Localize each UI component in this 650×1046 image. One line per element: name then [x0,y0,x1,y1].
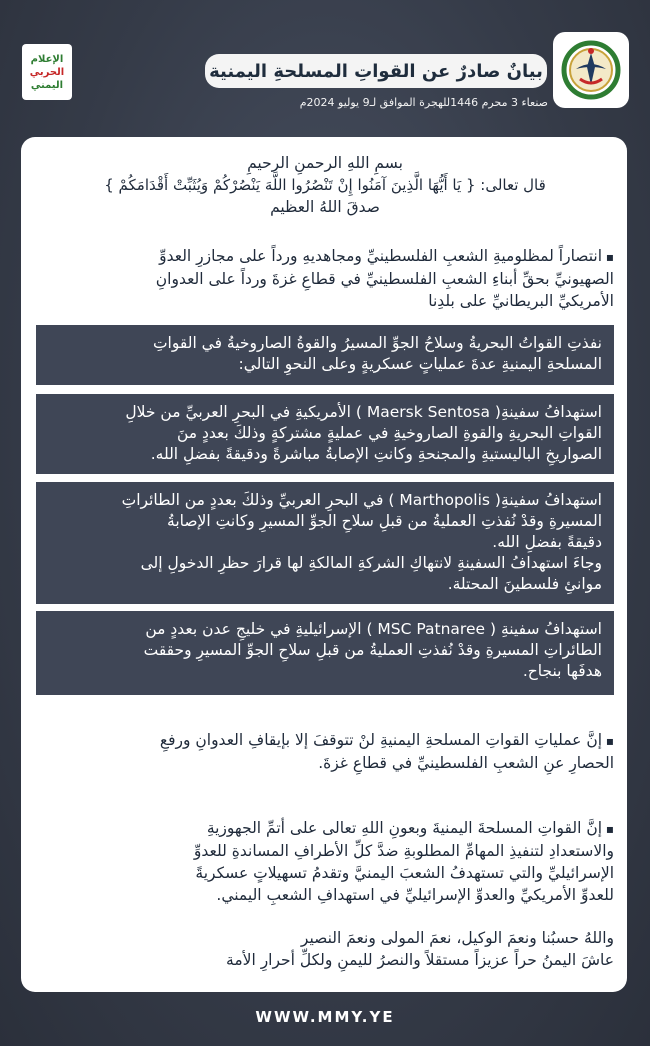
website-url: WWW.MMY.YE [255,1008,395,1026]
band-maersk-sentosa [36,394,614,474]
band-operations-intro [36,325,614,385]
paragraph-intro-line-1: ▪ انتصاراً لمظلوميةِ الشعبِ الفلسطينيِّ ومجاهديهِ ورداً على مجازرِ العدوِّ [36,245,614,268]
logo-line-1: الإعلام [30,53,64,65]
paragraph-readiness-line-1: ▪ إنَّ القواتِ المسلحةَ اليمنيةَ وبعونِ اللهِ تعالى على أتمِّ الجهوزيةِ [36,817,614,840]
band-maersk-line-1: استهدافُ سفينةِ( Maersk Sentosa ) الأمريكيةِ في البحرِ العربيِّ من خلالِ [125,403,602,421]
statement-title: بيانٌ صادرٌ عن القواتِ المسلحةِ اليمنية [205,54,547,88]
statement-card [21,137,627,992]
band-marthopolis-line-4: وجاءَ استهدافُ السفينةِ لانتهاكِ الشركةِ المالكةِ لها قرارَ حظرِ الدخولِ إلى [140,554,602,572]
paragraph-intro-line-2: الصهيونيِّ بحقِّ أبناءِ الشعبِ الفلسطينيِّ في قطاعِ غزةَ ورداً على العدوانِ [155,270,614,288]
paragraph-intro [36,245,614,312]
sadaq-allah: صدقَ اللهُ العظيم [270,198,380,216]
paragraph-intro-line-3: الأمريكيِّ البريطانيِّ على بلدِنا [428,292,614,310]
band-marthopolis-line-3: دقيقةً بفضلِ الله. [492,533,602,551]
band-operations-intro-line-1: نفذتِ القواتُ البحريةُ وسلاحُ الجوِّ المسيرُ والقوةُ الصاروخيةُ في القواتِ [152,334,602,352]
paragraph-readiness-line-4: للعدوِّ الأمريكيِّ والعدوِّ الإسرائيليِّ في استهدافِ الشعبِ اليمني. [216,886,614,904]
closing-line-1: واللهُ حسبُنا ونعمَ الوكيل، نعمَ المولى ونعمَ النصير [300,929,614,947]
band-operations-intro-line-2: المسلحةِ اليمنيةِ عدةَ عملياتٍ عسكريةٍ وعلى النحوِ التالي: [238,355,602,373]
paragraph-continuation-line-1: ▪ إنَّ عملياتِ القواتِ المسلحةِ اليمنيةِ لنْ تتوقفَ إلا بإيقافِ العدوانِ ورفعِ [36,729,614,752]
band-marthopolis-line-2: المسيرةِ وقدْ نُفذتِ العمليةُ من قبلِ سلاحِ الجوِّ المسيرِ وكانتِ الإصابةُ [167,512,602,530]
closing-line-2: عاشَ اليمنُ حراً عزيزاً مستقلاً والنصرُ لليمنِ ولكلِّ أحرارِ الأمة [226,951,614,969]
band-marthopolis-line-1: استهدافُ سفينةِ( Marthopolis ) في البحرِ العربيِّ وذلكَ بعددٍ من الطائراتِ [121,491,602,509]
band-msc-line-3: هدفَها بنجاح. [522,662,602,680]
basmala: بسمِ اللهِ الرحمنِ الرحيمِ [247,154,403,172]
band-maersk-line-3: الصواريخِ الباليستيةِ والمجنحةِ وكانتِ الإصابةُ مباشرةً ودقيقةً بفضلِ الله. [150,445,602,463]
paragraph-readiness-line-2: والاستعدادِ لتنفيذِ المهامِّ المطلوبةِ ضدَّ كلِّ الأطرافِ المساندةِ للعدوِّ [193,842,614,860]
logo-line-3: اليمني [30,79,64,91]
logo-line-2: الحربي [29,66,65,78]
military-media-logo [22,44,72,100]
quran-verse: قال تعالى: { يَا أَيُّهَا الَّذِينَ آمَنُوا إِنْ تَنْصُرُوا اللَّهَ يَنْصُرْكُمْ وَيُثَبِّتْ أَقْدَامَكُمْ } [104,176,546,194]
band-msc-patnaree [36,611,614,695]
paragraph-continuation [36,729,614,774]
paragraph-readiness-line-3: الإسرائيليِّ والتي تستهدفُ الشعبَ اليمنيَّ وتقدمُ تسهيلاتٍ عسكريةً [195,864,614,882]
band-msc-line-2: الطائراتِ المسيرةِ وقدْ نُفذتِ العمليةُ من قبلِ سلاحِ الجوِّ المسيرِ وحققت [143,641,602,659]
paragraph-readiness [36,817,614,906]
band-maersk-line-2: القواتِ البحريةِ والقوةِ الصاروخيةِ في عمليةٍ مشتركةٍ وذلكَ بعددٍ منَ [176,424,602,442]
band-marthopolis-line-5: موانئِ فلسطينَ المحتلة. [447,575,602,593]
band-msc-line-1: استهدافُ سفينةِ ( MSC Patnaree ) الإسرائيليةِ في خليجِ عدن بعددٍ من [145,620,602,638]
closing-lines [36,927,614,971]
armed-forces-emblem-icon [553,32,629,108]
band-marthopolis [36,482,614,604]
paragraph-continuation-line-2: الحصارِ عنِ الشعبِ الفلسطينيِّ في قطاعِ غزةَ. [318,754,614,772]
statement-date: صنعاء 3 محرم 1446للهجرة الموافق لـ9 يوليو 2024م [299,96,548,109]
